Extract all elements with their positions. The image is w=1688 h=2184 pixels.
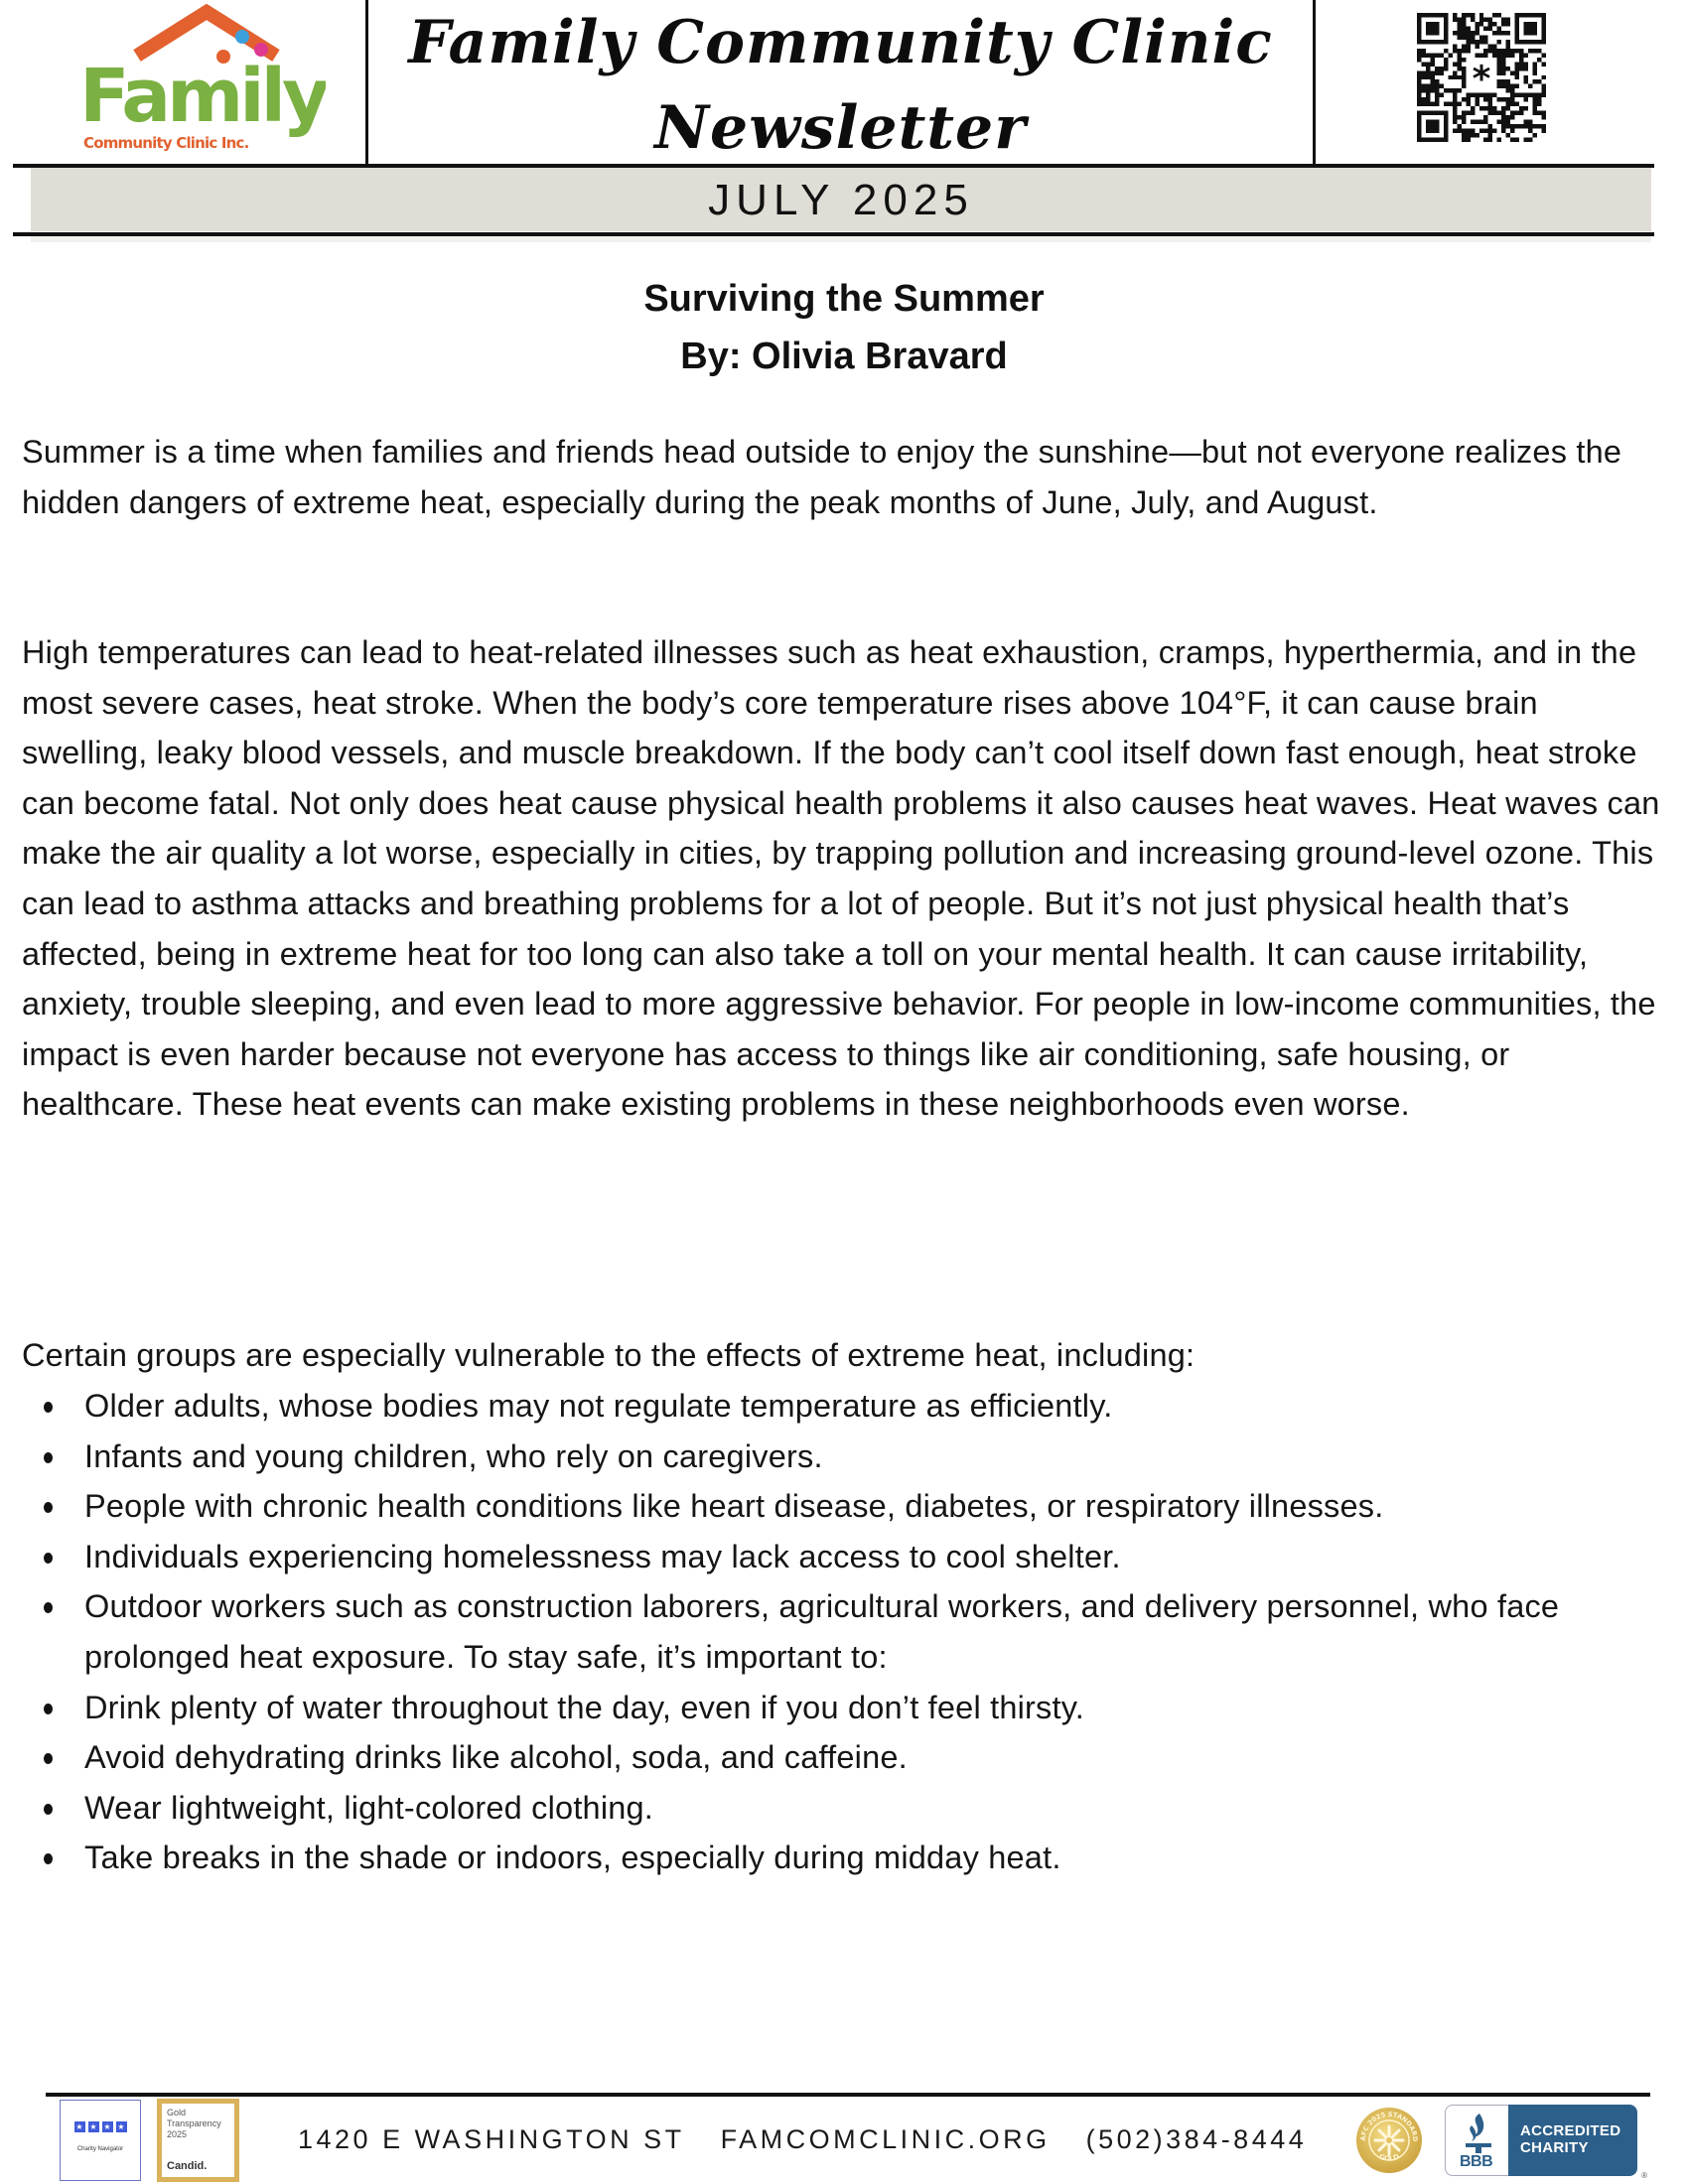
list-item: [22, 1732, 1670, 1783]
paragraph-heat-illness: High temperatures can lead to heat-related illnesses such as heat exhaustion, cramps, hyperthermia, and in the most severe cases, heat stroke. When the body’s core temperature rises above 104°F, it can cause brain swelling, leaky blood vessels, and muscle breakdown. If the body can’t cool itself down fast enough, heat stroke can become fatal. Not only does heat cause physical health problems it also causes heat waves. Heat waves can make the air quality a lot worse, especially in cities, by trapping pollution and increasing ground-level ozone. This can lead to asthma attacks and breathing problems for a lot of people. But it’s not just physical health that’s affected, being in extreme heat for too long can also take a toll on your mental health. It can cause irritability, anxiety, trouble sleeping, and even lead to more aggressive behavior. For people in low-income communities, the impact is even harder because not everyone has access to things like air conditioning, safe housing, or healthcare. These heat events can make existing problems in these neighborhoods even worse.: [22, 634, 1660, 1123]
list-item-text: Avoid dehydrating drinks like alcohol, soda, and caffeine.: [84, 1739, 908, 1776]
bullet-icon: [44, 1452, 53, 1463]
seal-icon: [1355, 2105, 1423, 2176]
candid-brand: Candid.: [167, 2160, 208, 2172]
bullet-icon: [44, 1704, 53, 1714]
bbb-mark-panel: [1445, 2105, 1508, 2176]
list-item: [22, 1481, 1670, 1532]
bbb-line-1: ACCREDITED: [1520, 2122, 1621, 2139]
star-icon: ★: [75, 2122, 83, 2131]
logo-dot-blue: [235, 30, 249, 44]
list-item: [22, 1833, 1670, 1883]
footer-website-link[interactable]: FAMCOMCLINIC.ORG: [720, 2124, 1051, 2154]
newsletter-title: [368, 0, 1313, 171]
logo-tagline: Community Clinic Inc.: [83, 134, 249, 152]
star-icon: ★: [103, 2122, 111, 2131]
seal-bottom-text: GOLD: [1377, 2152, 1401, 2163]
header-divider: [1313, 0, 1316, 165]
bullet-list: [22, 1381, 1670, 1883]
footer-phone[interactable]: (502)384-8444: [1085, 2124, 1308, 2154]
star-icon: ★: [89, 2122, 97, 2131]
list-item-text: Older adults, whose bodies may not regulate temperature as efficiently.: [84, 1388, 1113, 1424]
logo-graphic: [77, 4, 326, 153]
qr-code-graphic: [1417, 13, 1546, 142]
list-item-text: Wear lightweight, light-colored clothing.: [84, 1789, 654, 1826]
list-item-text: Drink plenty of water throughout the day, even if you don’t feel thirsty.: [84, 1689, 1084, 1725]
charity-navigator-badge[interactable]: [60, 2100, 141, 2181]
bullet-icon: [44, 1553, 53, 1564]
seal-top-text: AFC 2025 STANDARD: [1358, 2110, 1420, 2142]
list-item-text: Outdoor workers such as construction laborers, agricultural workers, and delivery personnel, who face prolonged heat exposure. To stay safe, it’s important to:: [84, 1588, 1560, 1675]
issue-date: JULY 2025: [708, 176, 974, 224]
title-line-2: Newsletter: [654, 93, 1027, 163]
logo-word: Family: [79, 54, 326, 139]
candid-line-1: Gold: [167, 2108, 187, 2117]
list-item-text: Individuals experiencing homelessness may lack access to cool shelter.: [84, 1538, 1121, 1574]
paragraph-vulnerable-groups: Certain groups are especially vulnerable to the effects of extreme heat, including:: [22, 1337, 1196, 1373]
title-line-1: Family Community Clinic: [408, 8, 1273, 77]
candid-line-2: Transparency: [167, 2118, 221, 2128]
bbb-accredited-panel: [1508, 2105, 1637, 2176]
bbb-line-2: CHARITY: [1520, 2139, 1589, 2156]
bullet-icon: [44, 1602, 53, 1613]
qr-code-icon[interactable]: [1417, 13, 1546, 142]
bbb-torch-icon: [1458, 2112, 1497, 2153]
svg-text:*: *: [1472, 59, 1491, 100]
article-byline: By: Olivia Bravard: [680, 336, 1008, 377]
bbb-text: BBB: [1460, 2153, 1493, 2170]
list-item: [22, 1783, 1670, 1834]
article-title: Surviving the Summer: [643, 278, 1045, 320]
list-item: [22, 1581, 1670, 1682]
footer-address: 1420 E WASHINGTON ST: [298, 2124, 685, 2154]
list-item: [22, 1683, 1670, 1733]
list-item: [22, 1532, 1670, 1582]
list-item: [22, 1432, 1670, 1482]
candid-line-3: 2025: [167, 2129, 188, 2139]
list-item-text: Infants and young children, who rely on caregivers.: [84, 1437, 823, 1474]
list-item-text: Take breaks in the shade or indoors, especially during midday heat.: [84, 1840, 1061, 1876]
paragraph-intro: Summer is a time when families and friends head outside to enjoy the sunshine—but not everyone realizes the hidden dangers of extreme heat, especially during the peak months of June, July, and August.: [22, 434, 1622, 520]
bullet-icon: [44, 1502, 53, 1513]
footer-rule: [46, 2093, 1650, 2097]
clinic-logo: [77, 4, 326, 153]
bullet-icon: [44, 1753, 53, 1764]
band-shadow: [31, 236, 1651, 242]
rating-stars: [61, 2121, 140, 2132]
bullet-icon: [44, 1402, 53, 1413]
charity-navigator-label: Charity Navigator: [76, 2146, 124, 2152]
registered-mark: ®: [1641, 2171, 1647, 2180]
list-item-text: People with chronic health conditions like heart disease, diabetes, or respiratory illnesses.: [84, 1488, 1384, 1525]
bullet-icon: [44, 1853, 53, 1864]
bbb-accredited-charity-badge[interactable]: [1445, 2105, 1647, 2180]
footer-contact: [298, 2119, 1342, 2159]
candid-transparency-badge[interactable]: [157, 2099, 239, 2182]
list-item: [22, 1381, 1670, 1432]
star-icon: ★: [117, 2122, 125, 2131]
nafc-gold-seal: [1355, 2105, 1423, 2176]
bullet-icon: [44, 1804, 53, 1815]
